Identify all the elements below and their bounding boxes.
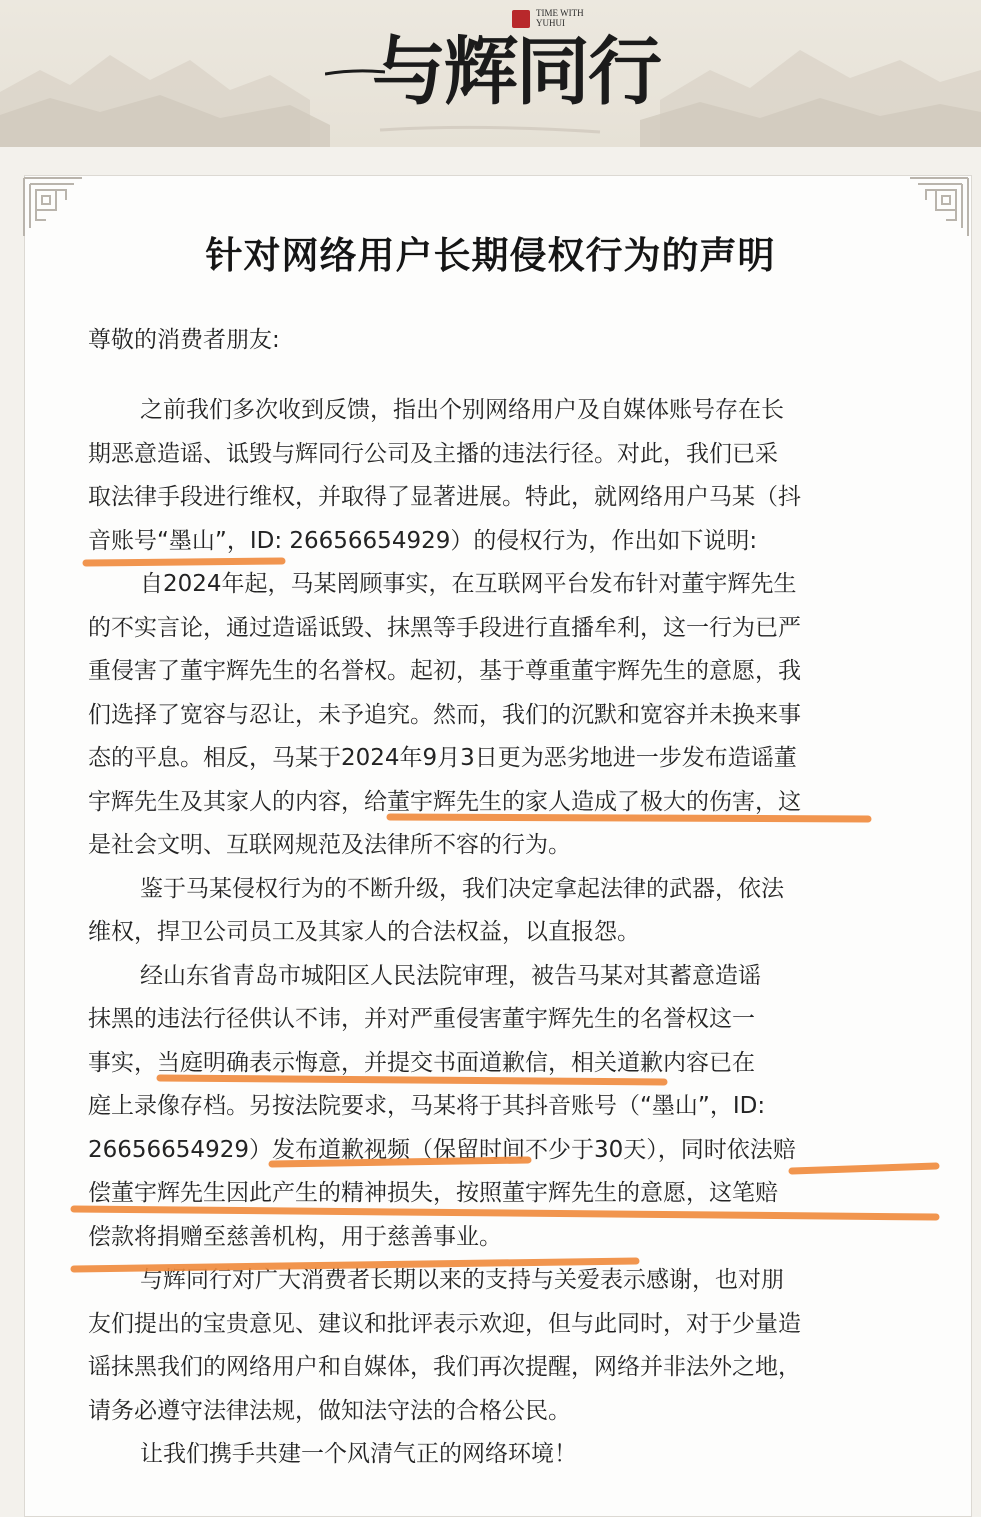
body-line: 是社会文明、互联网规范及法律所不容的行为。 bbox=[88, 832, 571, 858]
red-seal-icon bbox=[512, 10, 530, 28]
body-line: 偿款将捐赠至慈善机构，用于慈善事业。 bbox=[88, 1223, 502, 1250]
body-line: 事实，当庭明确表示悔意，并提交书面道歉信，相关道歉内容已在 bbox=[88, 1049, 755, 1076]
body-line: 友们提出的宝贵意见、建议和批评表示欢迎，但与此同时，对于少量造 bbox=[88, 1310, 801, 1337]
brand-en-line2: YUHUI bbox=[536, 18, 565, 28]
statement-title: 针对网络用户长期侵权行为的声明 bbox=[205, 234, 776, 277]
body-line: 抹黑的违法行径供认不讳，并对严重侵害董宇辉先生的名誉权这一 bbox=[88, 1006, 755, 1032]
body-line: 取法律手段进行维权，并取得了显著进展。特此，就网络用户马某（抖 bbox=[88, 484, 801, 510]
body-line: 维权，捍卫公司员工及其家人的合法权益，以直报怨。 bbox=[88, 919, 640, 945]
body-line: 的不实言论，通过造谣诋毁、抹黑等手段进行直播牟利，这一行为已严 bbox=[88, 614, 801, 641]
statement-body bbox=[88, 389, 908, 1477]
body-line: 经山东省青岛市城阳区人民法院审理，被告马某对其蓄意造谣 bbox=[140, 962, 761, 989]
body-line: 音账号“墨山”，ID: 26656654929）的侵权行为，作出如下说明: bbox=[88, 527, 758, 554]
brand-english-name bbox=[536, 8, 606, 28]
body-line: 之前我们多次收到反馈，指出个别网络用户及自媒体账号存在长 bbox=[140, 397, 784, 423]
header-banner bbox=[0, 0, 981, 147]
brand-logo-title: 与辉同行 bbox=[372, 29, 660, 115]
body-line: 偿董宇辉先生因此产生的精神损失，按照董宇辉先生的意愿，这笔赔 bbox=[88, 1180, 778, 1206]
body-line: 26656654929）发布道歉视频（保留时间不少于30天），同时依法赔 bbox=[88, 1136, 796, 1163]
body-line: 与辉同行对广大消费者长期以来的支持与关爱表示感谢，也对朋 bbox=[140, 1267, 784, 1293]
body-line: 庭上录像存档。另按法院要求，马某将于其抖音账号（“墨山”，ID: bbox=[88, 1093, 766, 1119]
body-line: 期恶意造谣、诋毁与辉同行公司及主播的违法行径。对此，我们已采 bbox=[88, 440, 778, 467]
body-line: 谣抹黑我们的网络用户和自媒体，我们再次提醒，网络并非法外之地， bbox=[88, 1354, 801, 1380]
body-line: 重侵害了董宇辉先生的名誉权。起初，基于尊重董宇辉先生的意愿，我 bbox=[88, 658, 801, 684]
brand-en-line1: TIME WITH bbox=[536, 8, 584, 18]
body-line: 自2024年起，马某罔顾事实，在互联网平台发布针对董宇辉先生 bbox=[140, 571, 797, 597]
body-line: 鉴于马某侵权行为的不断升级，我们决定拿起法律的武器，依法 bbox=[140, 875, 784, 902]
body-line: 们选择了宽容与忍让，未予追究。然而，我们的沉默和宽容并未换来事 bbox=[88, 701, 801, 728]
body-line: 请务必遵守法律法规，做知法守法的合格公民。 bbox=[88, 1397, 571, 1424]
body-line: 态的平息。相反，马某于2024年9月3日更为恶劣地进一步发布造谣董 bbox=[88, 745, 797, 771]
salutation: 尊敬的消费者朋友: bbox=[88, 327, 280, 353]
body-line: 宇辉先生及其家人的内容，给董宇辉先生的家人造成了极大的伤害，这 bbox=[88, 788, 801, 815]
body-line: 让我们携手共建一个风清气正的网络环境！ bbox=[140, 1441, 577, 1467]
